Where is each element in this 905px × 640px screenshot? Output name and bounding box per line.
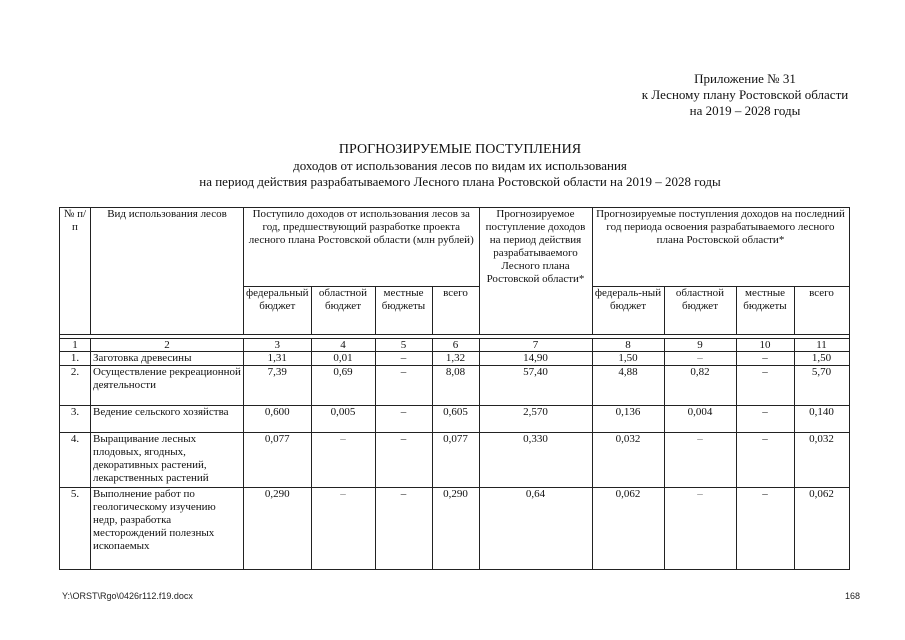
row-value: 0,005 bbox=[311, 406, 375, 433]
row-value: 1,31 bbox=[244, 352, 312, 366]
row-value: 0,01 bbox=[311, 352, 375, 366]
subheader-federal: федеральный бюджет bbox=[244, 287, 312, 335]
row-value: 2,570 bbox=[479, 406, 592, 433]
row-value: 0,82 bbox=[664, 366, 736, 406]
row-value: 0,330 bbox=[479, 433, 592, 488]
column-number: 6 bbox=[432, 339, 479, 352]
subheader-last-federal: федераль-ный бюджет bbox=[592, 287, 664, 335]
row-value: 0,605 bbox=[432, 406, 479, 433]
row-kind: Выполнение работ по геологическому изучению недр, разработка месторождений полезных ископаемых bbox=[91, 488, 244, 570]
column-number: 11 bbox=[794, 339, 849, 352]
row-value: – bbox=[375, 433, 432, 488]
table-row bbox=[60, 488, 850, 570]
row-kind: Осуществление рекреационной деятельности bbox=[91, 366, 244, 406]
column-number: 9 bbox=[664, 339, 736, 352]
subheader-total: всего bbox=[432, 287, 479, 335]
header-received: Поступило доходов от использования лесов за год, предшествующий разработке проекта лесного плана Ростовской области (млн рублей) bbox=[244, 208, 480, 287]
row-value: 1,32 bbox=[432, 352, 479, 366]
document-title bbox=[150, 142, 770, 190]
row-value: 14,90 bbox=[479, 352, 592, 366]
column-number: 8 bbox=[592, 339, 664, 352]
column-number: 3 bbox=[244, 339, 312, 352]
row-number: 3. bbox=[60, 406, 91, 433]
row-value: 5,70 bbox=[794, 366, 849, 406]
row-value: 0,077 bbox=[244, 433, 312, 488]
table-row bbox=[60, 352, 850, 366]
row-value: 0,077 bbox=[432, 433, 479, 488]
row-value: 0,140 bbox=[794, 406, 849, 433]
appendix-header bbox=[600, 71, 890, 119]
row-value: 1,50 bbox=[794, 352, 849, 366]
footer-page-number: 168 bbox=[844, 591, 860, 601]
row-value: 1,50 bbox=[592, 352, 664, 366]
row-value: – bbox=[664, 488, 736, 570]
subheader-last-total: всего bbox=[794, 287, 849, 335]
header-forecast-total: Прогнозируемое поступление доходов на период действия разрабатываемого Лесного плана Ростовской области* bbox=[479, 208, 592, 335]
row-value: – bbox=[736, 406, 794, 433]
row-value: – bbox=[664, 433, 736, 488]
column-number: 4 bbox=[311, 339, 375, 352]
subheader-regional: областной бюджет bbox=[311, 287, 375, 335]
column-number: 10 bbox=[736, 339, 794, 352]
row-value: 0,032 bbox=[592, 433, 664, 488]
appendix-reference: к Лесному плану Ростовской области bbox=[641, 87, 849, 102]
row-value: – bbox=[311, 488, 375, 570]
row-value: – bbox=[664, 352, 736, 366]
row-value: 0,136 bbox=[592, 406, 664, 433]
row-value: 57,40 bbox=[479, 366, 592, 406]
row-value: 0,062 bbox=[592, 488, 664, 570]
table-row bbox=[60, 366, 850, 406]
row-value: – bbox=[736, 366, 794, 406]
subheader-last-local: местные бюджеты bbox=[736, 287, 794, 335]
row-number: 2. bbox=[60, 366, 91, 406]
row-value: – bbox=[375, 488, 432, 570]
row-value: 0,004 bbox=[664, 406, 736, 433]
column-number: 7 bbox=[479, 339, 592, 352]
revenue-table bbox=[59, 207, 850, 570]
row-kind: Выращивание лесных плодовых, ягодных, декоративных растений, лекарственных растений bbox=[91, 433, 244, 488]
footer-file-path: Y:\ORST\Rgo\0426r112.f19.docx bbox=[62, 591, 193, 601]
row-kind: Ведение сельского хозяйства bbox=[91, 406, 244, 433]
row-value: 0,290 bbox=[244, 488, 312, 570]
column-number: 5 bbox=[375, 339, 432, 352]
row-value: 0,600 bbox=[244, 406, 312, 433]
row-value: – bbox=[736, 488, 794, 570]
row-value: 4,88 bbox=[592, 366, 664, 406]
row-value: – bbox=[375, 406, 432, 433]
appendix-period: на 2019 – 2028 годы bbox=[689, 103, 801, 118]
row-value: 0,032 bbox=[794, 433, 849, 488]
column-number: 2 bbox=[91, 339, 244, 352]
row-number: 1. bbox=[60, 352, 91, 366]
title-heading: ПРОГНОЗИРУЕМЫЕ ПОСТУПЛЕНИЯ bbox=[338, 142, 582, 157]
row-value: 7,39 bbox=[244, 366, 312, 406]
row-value: – bbox=[736, 352, 794, 366]
appendix-number: Приложение № 31 bbox=[694, 71, 796, 86]
header-num: № п/п bbox=[60, 208, 91, 335]
row-value: – bbox=[375, 366, 432, 406]
row-number: 4. bbox=[60, 433, 91, 488]
row-value: 0,290 bbox=[432, 488, 479, 570]
header-kind: Вид использования лесов bbox=[91, 208, 244, 335]
subheader-last-regional: областной бюджет bbox=[664, 287, 736, 335]
row-value: 0,062 bbox=[794, 488, 849, 570]
row-value: – bbox=[736, 433, 794, 488]
column-number-row bbox=[60, 339, 850, 352]
table-row bbox=[60, 406, 850, 433]
table-row bbox=[60, 433, 850, 488]
header-forecast-last: Прогнозируемые поступления доходов на последний год периода освоения разрабатываемого лесного плана Ростовской области* bbox=[592, 208, 849, 287]
row-number: 5. bbox=[60, 488, 91, 570]
row-value: 8,08 bbox=[432, 366, 479, 406]
row-value: – bbox=[311, 433, 375, 488]
subheader-local: местные бюджеты bbox=[375, 287, 432, 335]
title-subtitle: доходов от использования лесов по видам их использования bbox=[293, 158, 627, 173]
row-kind: Заготовка древесины bbox=[91, 352, 244, 366]
row-value: 0,64 bbox=[479, 488, 592, 570]
row-value: – bbox=[375, 352, 432, 366]
row-value: 0,69 bbox=[311, 366, 375, 406]
title-period: на период действия разрабатываемого Лесного плана Ростовской области на 2019 – 2028 годы bbox=[199, 174, 721, 189]
column-number: 1 bbox=[60, 339, 91, 352]
